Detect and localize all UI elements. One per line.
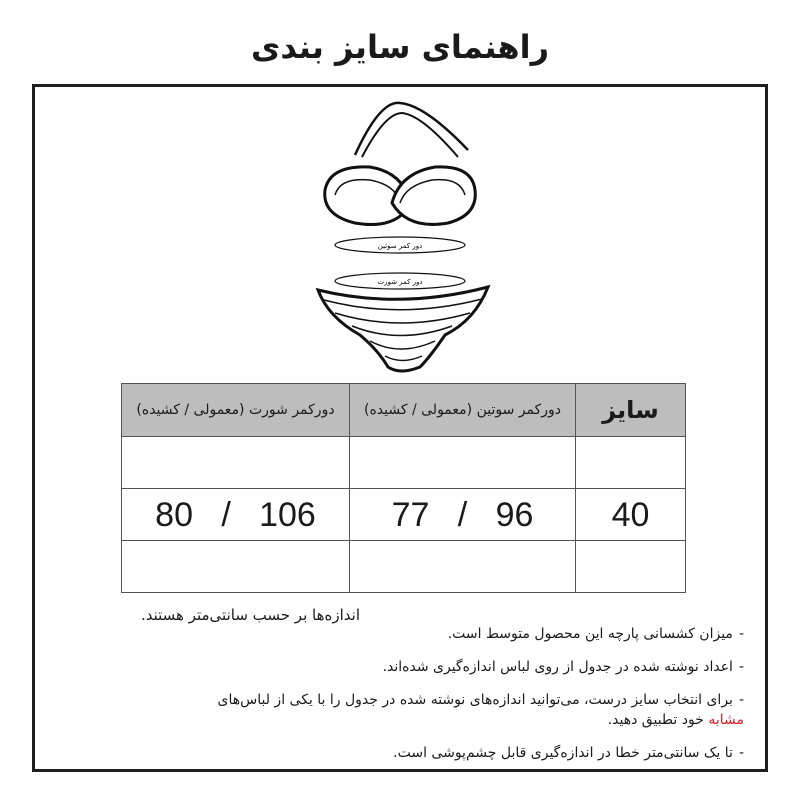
bra-measure-label: دور کمر سوتین bbox=[377, 242, 423, 250]
list-item: -تا یک سانتی‌متر خطا در اندازه‌گیری قابل چشم‌پوشی است. bbox=[393, 745, 744, 761]
cell-panty: 106 / 80 bbox=[122, 489, 350, 541]
cell-panty bbox=[122, 541, 350, 593]
header-size: سایز bbox=[576, 384, 686, 437]
table-row bbox=[122, 541, 686, 593]
header-panty: دورکمر شورت (معمولی / کشیده) bbox=[122, 384, 350, 437]
table-row bbox=[122, 489, 686, 541]
cell-bra: 96 / 77 bbox=[350, 489, 576, 541]
unit-note: اندازه‌ها بر حسب سانتی‌متر هستند. bbox=[140, 606, 360, 624]
header-bra: دورکمر سوتین (معمولی / کشیده) bbox=[350, 384, 576, 437]
cell-bra bbox=[350, 437, 576, 489]
size-table bbox=[121, 383, 686, 593]
cell-size bbox=[576, 437, 686, 489]
cell-bra bbox=[350, 541, 576, 593]
list-item: -برای انتخاب سایز درست، می‌توانید اندازه‌های نوشته شده در جدول را با یکی از لباس‌های مشابه خود تطبیق دهید. bbox=[217, 692, 744, 728]
table-row bbox=[122, 437, 686, 489]
table-header-row bbox=[122, 384, 686, 437]
page-title: راهنمای سایز بندی bbox=[250, 28, 549, 66]
cell-size: 40 bbox=[576, 489, 686, 541]
panty-measure-label: دور کمر شورت bbox=[377, 278, 423, 286]
cell-panty bbox=[122, 437, 350, 489]
highlight-word: مشابه bbox=[708, 712, 744, 728]
bikini-illustration-icon bbox=[300, 95, 500, 385]
list-item: -اعداد نوشته شده در جدول از روی لباس اندازه‌گیری شده‌اند. bbox=[382, 659, 744, 675]
cell-size bbox=[576, 541, 686, 593]
list-item: -میزان کشسانی پارچه این محصول متوسط است. bbox=[447, 626, 744, 642]
notes-list bbox=[40, 624, 746, 776]
